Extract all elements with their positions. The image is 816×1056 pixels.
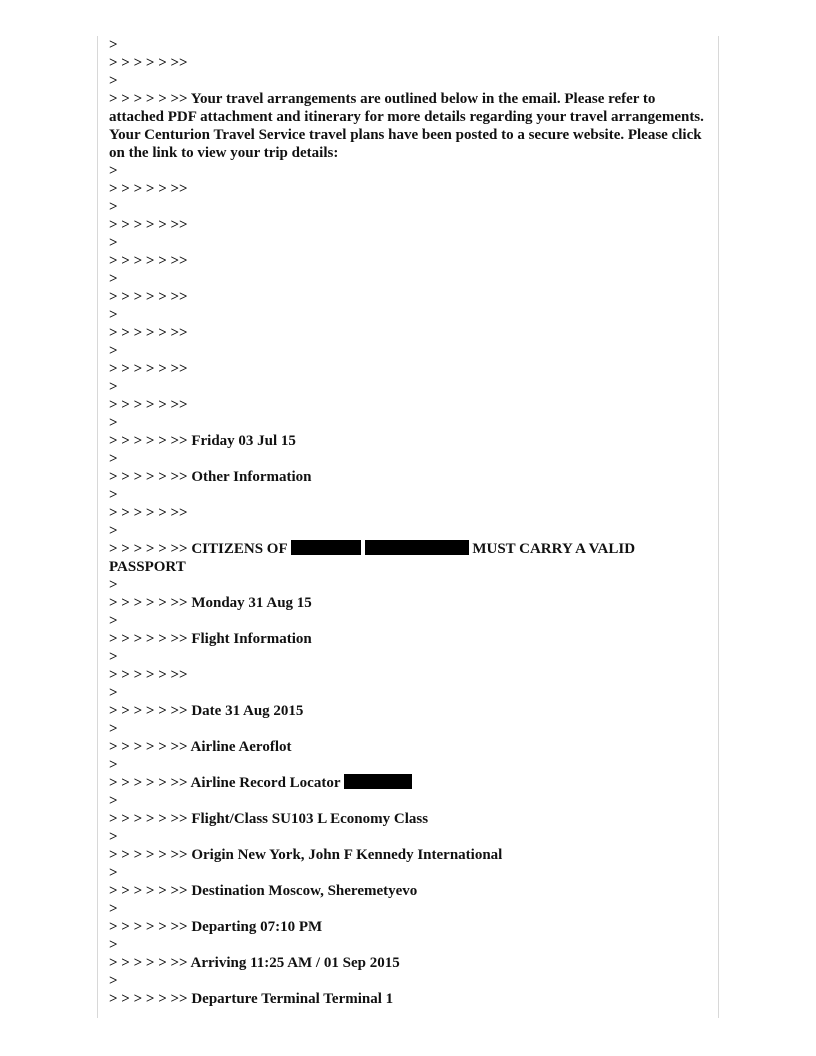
flight-origin: > > > > > >> Origin New York, John F Kennedy International (109, 847, 503, 863)
quote-line: > (109, 757, 118, 773)
quote-line: > (109, 235, 118, 251)
flight-destination: > > > > > >> Destination Moscow, Sheremetyevo (109, 883, 418, 899)
quote-line: > (109, 37, 118, 53)
quote-line: > (109, 685, 118, 701)
section-date: > > > > > >> Monday 31 Aug 15 (109, 595, 312, 611)
section-date: > > > > > >> Friday 03 Jul 15 (109, 433, 296, 449)
email-page (97, 36, 719, 1018)
quote-line: > (109, 649, 118, 665)
quote-line: > (109, 901, 118, 917)
flight-arriving: > > > > > >> Arriving 11:25 AM / 01 Sep 2015 (109, 955, 400, 971)
quote-line: > (109, 73, 118, 89)
quote-line: > (109, 721, 118, 737)
flight-class: > > > > > >> Flight/Class SU103 L Economy Class (109, 811, 429, 827)
redaction-box (344, 774, 412, 789)
flight-departing: > > > > > >> Departing 07:10 PM (109, 919, 323, 935)
quote-line: > (109, 865, 118, 881)
quote-line: > (109, 415, 118, 431)
quote-line: > (109, 379, 118, 395)
quote-line: > > > > > >> (109, 289, 188, 305)
quote-line: > > > > > >> (109, 361, 188, 377)
flight-airline: > > > > > >> Airline Aeroflot (109, 739, 292, 755)
quote-line: > > > > > >> (109, 253, 188, 269)
intro-paragraph: > > > > > >> Your travel arrangements are outlined below in the email. Please refer to attached PDF attachment and itinerary for more details regarding your travel arrangements. Your Centurion Travel Service travel plans have been posted to a secure website. Please click on the link to view your trip details: (109, 91, 708, 161)
quote-line: > > > > > >> (109, 55, 188, 71)
flight-record-locator: > > > > > >> Airline Record Locator (109, 774, 711, 792)
quote-line: > (109, 577, 118, 593)
quote-line: > (109, 271, 118, 287)
quote-line: > > > > > >> (109, 667, 188, 683)
quote-line: > > > > > >> (109, 325, 188, 341)
passport-notice: > > > > > >> CITIZENS OF MUST CARRY A VALID PASSPORT (109, 541, 639, 575)
quote-line: > (109, 343, 118, 359)
quote-line: > > > > > >> (109, 505, 188, 521)
quote-line: > (109, 829, 118, 845)
redaction-box (365, 540, 469, 555)
quote-line: > > > > > >> (109, 397, 188, 413)
section-heading: > > > > > >> Other Information (109, 469, 312, 485)
section-heading: > > > > > >> Flight Information (109, 631, 312, 647)
quote-line: > (109, 793, 118, 809)
quote-line: > (109, 199, 118, 215)
quote-line: > > > > > >> (109, 181, 188, 197)
email-body (109, 36, 711, 1008)
quote-line: > (109, 307, 118, 323)
quote-line: > (109, 451, 118, 467)
quote-line: > (109, 937, 118, 953)
flight-date: > > > > > >> Date 31 Aug 2015 (109, 703, 304, 719)
quote-line: > (109, 613, 118, 629)
redaction-box (291, 540, 361, 555)
quote-line: > > > > > >> (109, 217, 188, 233)
quote-line: > (109, 163, 118, 179)
flight-departure-terminal: > > > > > >> Departure Terminal Terminal 1 (109, 991, 394, 1007)
quote-line: > (109, 973, 118, 989)
quote-line: > (109, 487, 118, 503)
quote-line: > (109, 523, 118, 539)
